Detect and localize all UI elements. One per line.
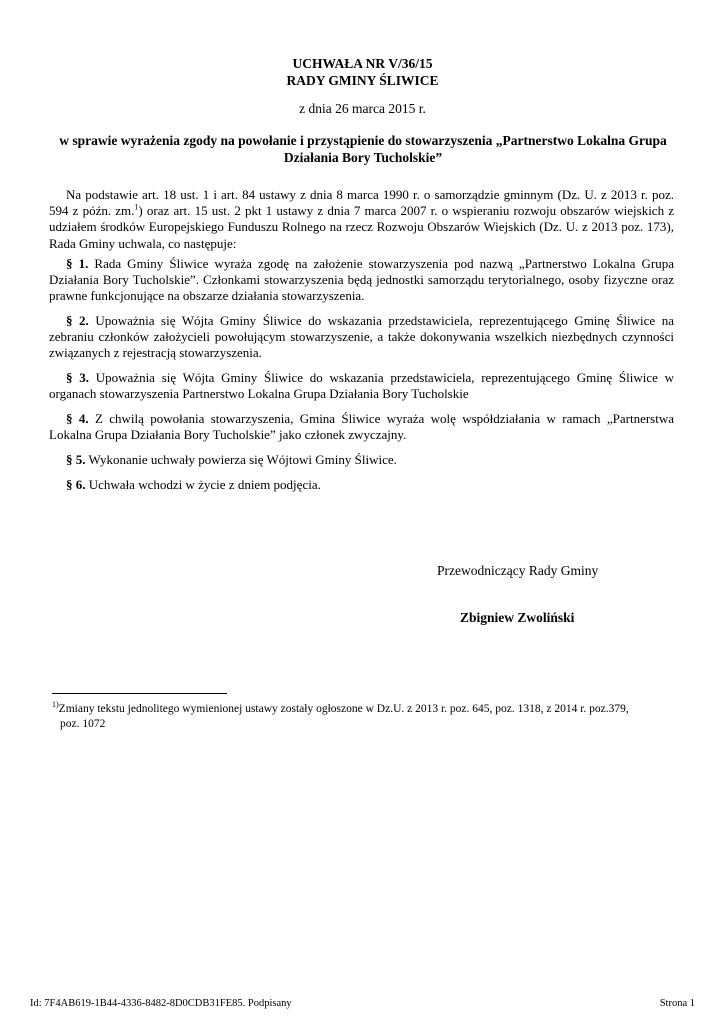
page-number: Strona 1 — [659, 998, 695, 1009]
paragraph-4-label: § 4. — [66, 410, 89, 426]
paragraph-6-label: § 6. — [66, 476, 86, 492]
footnote — [52, 702, 676, 732]
resolution-title — [0, 55, 725, 89]
paragraph-5-label: § 5. — [66, 451, 86, 467]
signatory-name: Zbigniew Zwoliński — [460, 610, 575, 625]
paragraph-1 — [49, 256, 674, 305]
paragraph-3 — [49, 370, 674, 402]
paragraph-1-label: § 1. — [66, 255, 89, 271]
paragraph-4 — [49, 411, 674, 443]
footnote-separator — [52, 693, 227, 694]
legal-basis-text-end: ) oraz art. 15 ust. 2 pkt 1 ustawy z dnia 7 marca 2007 r. o wspieraniu rozwoju obszarów wiejskich z udziałem środków Europejskiego Funduszu Rolnego na rzecz Rozwoju Obszarów Wiejskich (Dz. U. z 2013 poz. 173), Rada Gminy uchwala, co następuje: — [49, 203, 675, 251]
page-footer — [30, 996, 695, 1012]
paragraph-5-text: Wykonanie uchwały powierza się Wójtowi Gminy Śliwice. — [88, 451, 397, 467]
footnote-text-continued: poz. 1072 — [60, 718, 106, 730]
footnote-marker: 1) — [52, 700, 59, 710]
title-line-2: RADY GMINY ŚLIWICE — [286, 73, 439, 88]
document-id: Id: 7F4AB619-1B44-4336-8482-8D0CDB31FE85. Podpisany — [30, 998, 292, 1009]
paragraph-1-text: Rada Gminy Śliwice wyraża zgodę na założenie stowarzyszenia pod nazwą „Partnerstwo Lokalna Grupa Działania Bory Tucholskie”. Członkami stowarzyszenia będą jednostki samorządu terytorialnego, osoby fizyczne oraz prawne funkcjonujące na obszarze działania stowarzyszenia. — [49, 255, 675, 304]
subject-line-1: w sprawie wyrażenia zgody na powołanie i przystąpienie do stowarzyszenia „Partnerstwo Lokalna Grupa — [59, 133, 667, 148]
resolution-body — [49, 187, 674, 501]
subject-line-2: Działania Bory Tucholskie” — [283, 150, 443, 165]
resolution-subject — [58, 132, 668, 166]
paragraph-2-label: § 2. — [66, 312, 89, 328]
paragraph-6-text: Uchwała wchodzi w życie z dniem podjęcia. — [88, 476, 321, 492]
resolution-date: z dnia 26 marca 2015 r. — [299, 101, 426, 116]
paragraph-6 — [49, 477, 674, 493]
footnote-reference: 1 — [134, 202, 139, 212]
signatory-title: Przewodniczący Rady Gminy — [437, 563, 599, 578]
footnote-text: Zmiany tekstu jednolitego wymienionej ustawy zostały ogłoszone w Dz.U. z 2013 r. poz. 645, poz. 1318, z 2014 r. poz.379, — [58, 703, 629, 715]
legal-basis-text-start: Na podstawie art. 18 ust. 1 i art. 84 ustawy z dnia 8 marca 1990 r. o samorządzie gminnym (Dz. U. z 2013 r. poz. 594 z późn. zm. — [49, 187, 674, 219]
paragraph-2 — [49, 313, 674, 362]
paragraph-3-text: Upoważnia się Wójta Gminy Śliwice do wskazania przedstawiciela, reprezentującego Gminę Śliwice w organach stowarzyszenia Partnerstwo Lokalna Grupa Działania Bory Tucholskie — [49, 370, 675, 402]
paragraph-3-label: § 3. — [66, 370, 89, 386]
title-line-1: UCHWAŁA NR V/36/15 — [292, 56, 433, 71]
paragraph-4-text: Z chwilą powołania stowarzyszenia, Gmina Śliwice wyraża wolę współdziałania w ramach „Partnerstwa Lokalna Grupa Działania Bory Tucholskie” jako członek zwyczajny. — [49, 410, 674, 443]
paragraph-5 — [49, 452, 674, 468]
legal-basis-paragraph — [49, 187, 674, 252]
paragraph-2-text: Upoważnia się Wójta Gminy Śliwice do wskazania przedstawiciela, reprezentującego Gminę Śliwice na zebraniu członków założycieli powołującym stowarzyszenie, a także dokonywania wszelkich niezbędnych czynności związanych z rejestracją stowarzyszenia. — [49, 312, 675, 361]
